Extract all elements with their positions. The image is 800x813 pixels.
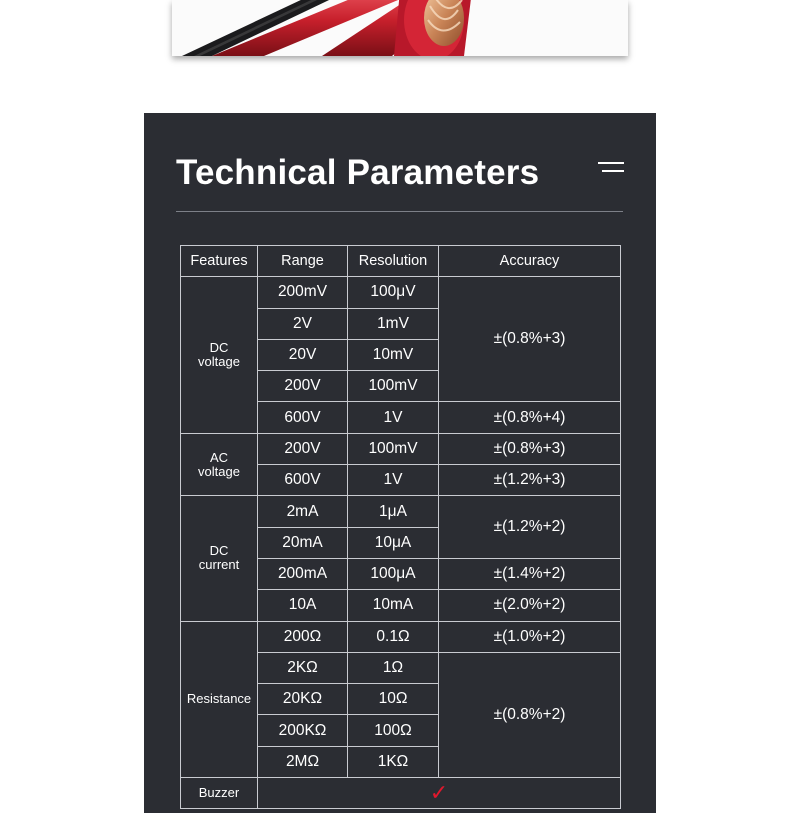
- resolution-cell: 100mV: [348, 371, 439, 402]
- menu-icon-line: [598, 162, 624, 164]
- resolution-cell: 10mA: [348, 590, 439, 621]
- accuracy-cell: ±(1.2%+3): [439, 465, 621, 496]
- accuracy-cell: ±(0.8%+2): [439, 652, 621, 777]
- range-cell: 10A: [258, 590, 348, 621]
- table-row: [181, 433, 621, 464]
- feature-cell: [181, 778, 258, 809]
- test-lead-wire-image: [172, 0, 628, 56]
- feature-label: DC: [209, 340, 229, 356]
- spec-table: [180, 245, 621, 809]
- header-range: Range: [258, 246, 348, 277]
- feature-cell: [181, 277, 258, 433]
- resolution-cell: 1Ω: [348, 652, 439, 683]
- resolution-cell: 100μA: [348, 558, 439, 589]
- range-cell: 600V: [258, 402, 348, 433]
- header-accuracy: Accuracy: [439, 246, 621, 277]
- range-cell: 200Ω: [258, 621, 348, 652]
- range-cell: 2KΩ: [258, 652, 348, 683]
- range-cell: 200V: [258, 371, 348, 402]
- range-cell: 600V: [258, 465, 348, 496]
- accuracy-cell: ±(2.0%+2): [439, 590, 621, 621]
- feature-cell: [181, 621, 258, 777]
- range-cell: 200mV: [258, 277, 348, 308]
- range-cell: 2mA: [258, 496, 348, 527]
- menu-icon-line: [602, 170, 624, 172]
- page-title: Technical Parameters: [176, 153, 540, 192]
- resolution-cell: 1mV: [348, 308, 439, 339]
- resolution-cell: 100μV: [348, 277, 439, 308]
- table-row: [181, 277, 621, 308]
- table-row: [181, 621, 621, 652]
- table-row: [181, 496, 621, 527]
- header-resolution: Resolution: [348, 246, 439, 277]
- feature-label: Buzzer: [198, 785, 240, 801]
- accuracy-cell: ±(0.8%+3): [439, 277, 621, 402]
- feature-label: voltage: [198, 463, 240, 479]
- resolution-cell: 1V: [348, 465, 439, 496]
- range-cell: 20V: [258, 339, 348, 370]
- check-icon: ✓: [429, 779, 449, 805]
- resolution-cell: 100mV: [348, 433, 439, 464]
- resolution-cell: 0.1Ω: [348, 621, 439, 652]
- resolution-cell: 1V: [348, 402, 439, 433]
- accuracy-cell: ±(0.8%+4): [439, 402, 621, 433]
- feature-cell: [181, 433, 258, 496]
- resolution-cell: 10μA: [348, 527, 439, 558]
- title-divider: [176, 211, 623, 212]
- feature-label: voltage: [198, 354, 240, 370]
- range-cell: 20mA: [258, 527, 348, 558]
- table-header-row: [181, 246, 621, 277]
- technical-parameters-panel: [144, 113, 656, 813]
- range-cell: 200KΩ: [258, 715, 348, 746]
- resolution-cell: 100Ω: [348, 715, 439, 746]
- range-cell: 20KΩ: [258, 684, 348, 715]
- range-cell: 200mA: [258, 558, 348, 589]
- feature-label: Resistance: [186, 691, 252, 707]
- accuracy-cell: ±(1.0%+2): [439, 621, 621, 652]
- feature-label: DC: [209, 543, 229, 559]
- product-photo: [172, 0, 628, 56]
- table-row: [181, 778, 621, 809]
- header-features: Features: [181, 246, 258, 277]
- resolution-cell: 10Ω: [348, 684, 439, 715]
- buzzer-support-cell: [258, 778, 621, 809]
- accuracy-cell: ±(1.2%+2): [439, 496, 621, 559]
- accuracy-cell: ±(0.8%+3): [439, 433, 621, 464]
- resolution-cell: 1KΩ: [348, 746, 439, 777]
- accuracy-cell: ±(1.4%+2): [439, 558, 621, 589]
- resolution-cell: 10mV: [348, 339, 439, 370]
- feature-label: AC: [209, 449, 229, 465]
- feature-cell: [181, 496, 258, 621]
- feature-label: current: [198, 557, 240, 573]
- menu-icon[interactable]: [596, 160, 624, 176]
- range-cell: 2MΩ: [258, 746, 348, 777]
- range-cell: 200V: [258, 433, 348, 464]
- resolution-cell: 1μA: [348, 496, 439, 527]
- range-cell: 2V: [258, 308, 348, 339]
